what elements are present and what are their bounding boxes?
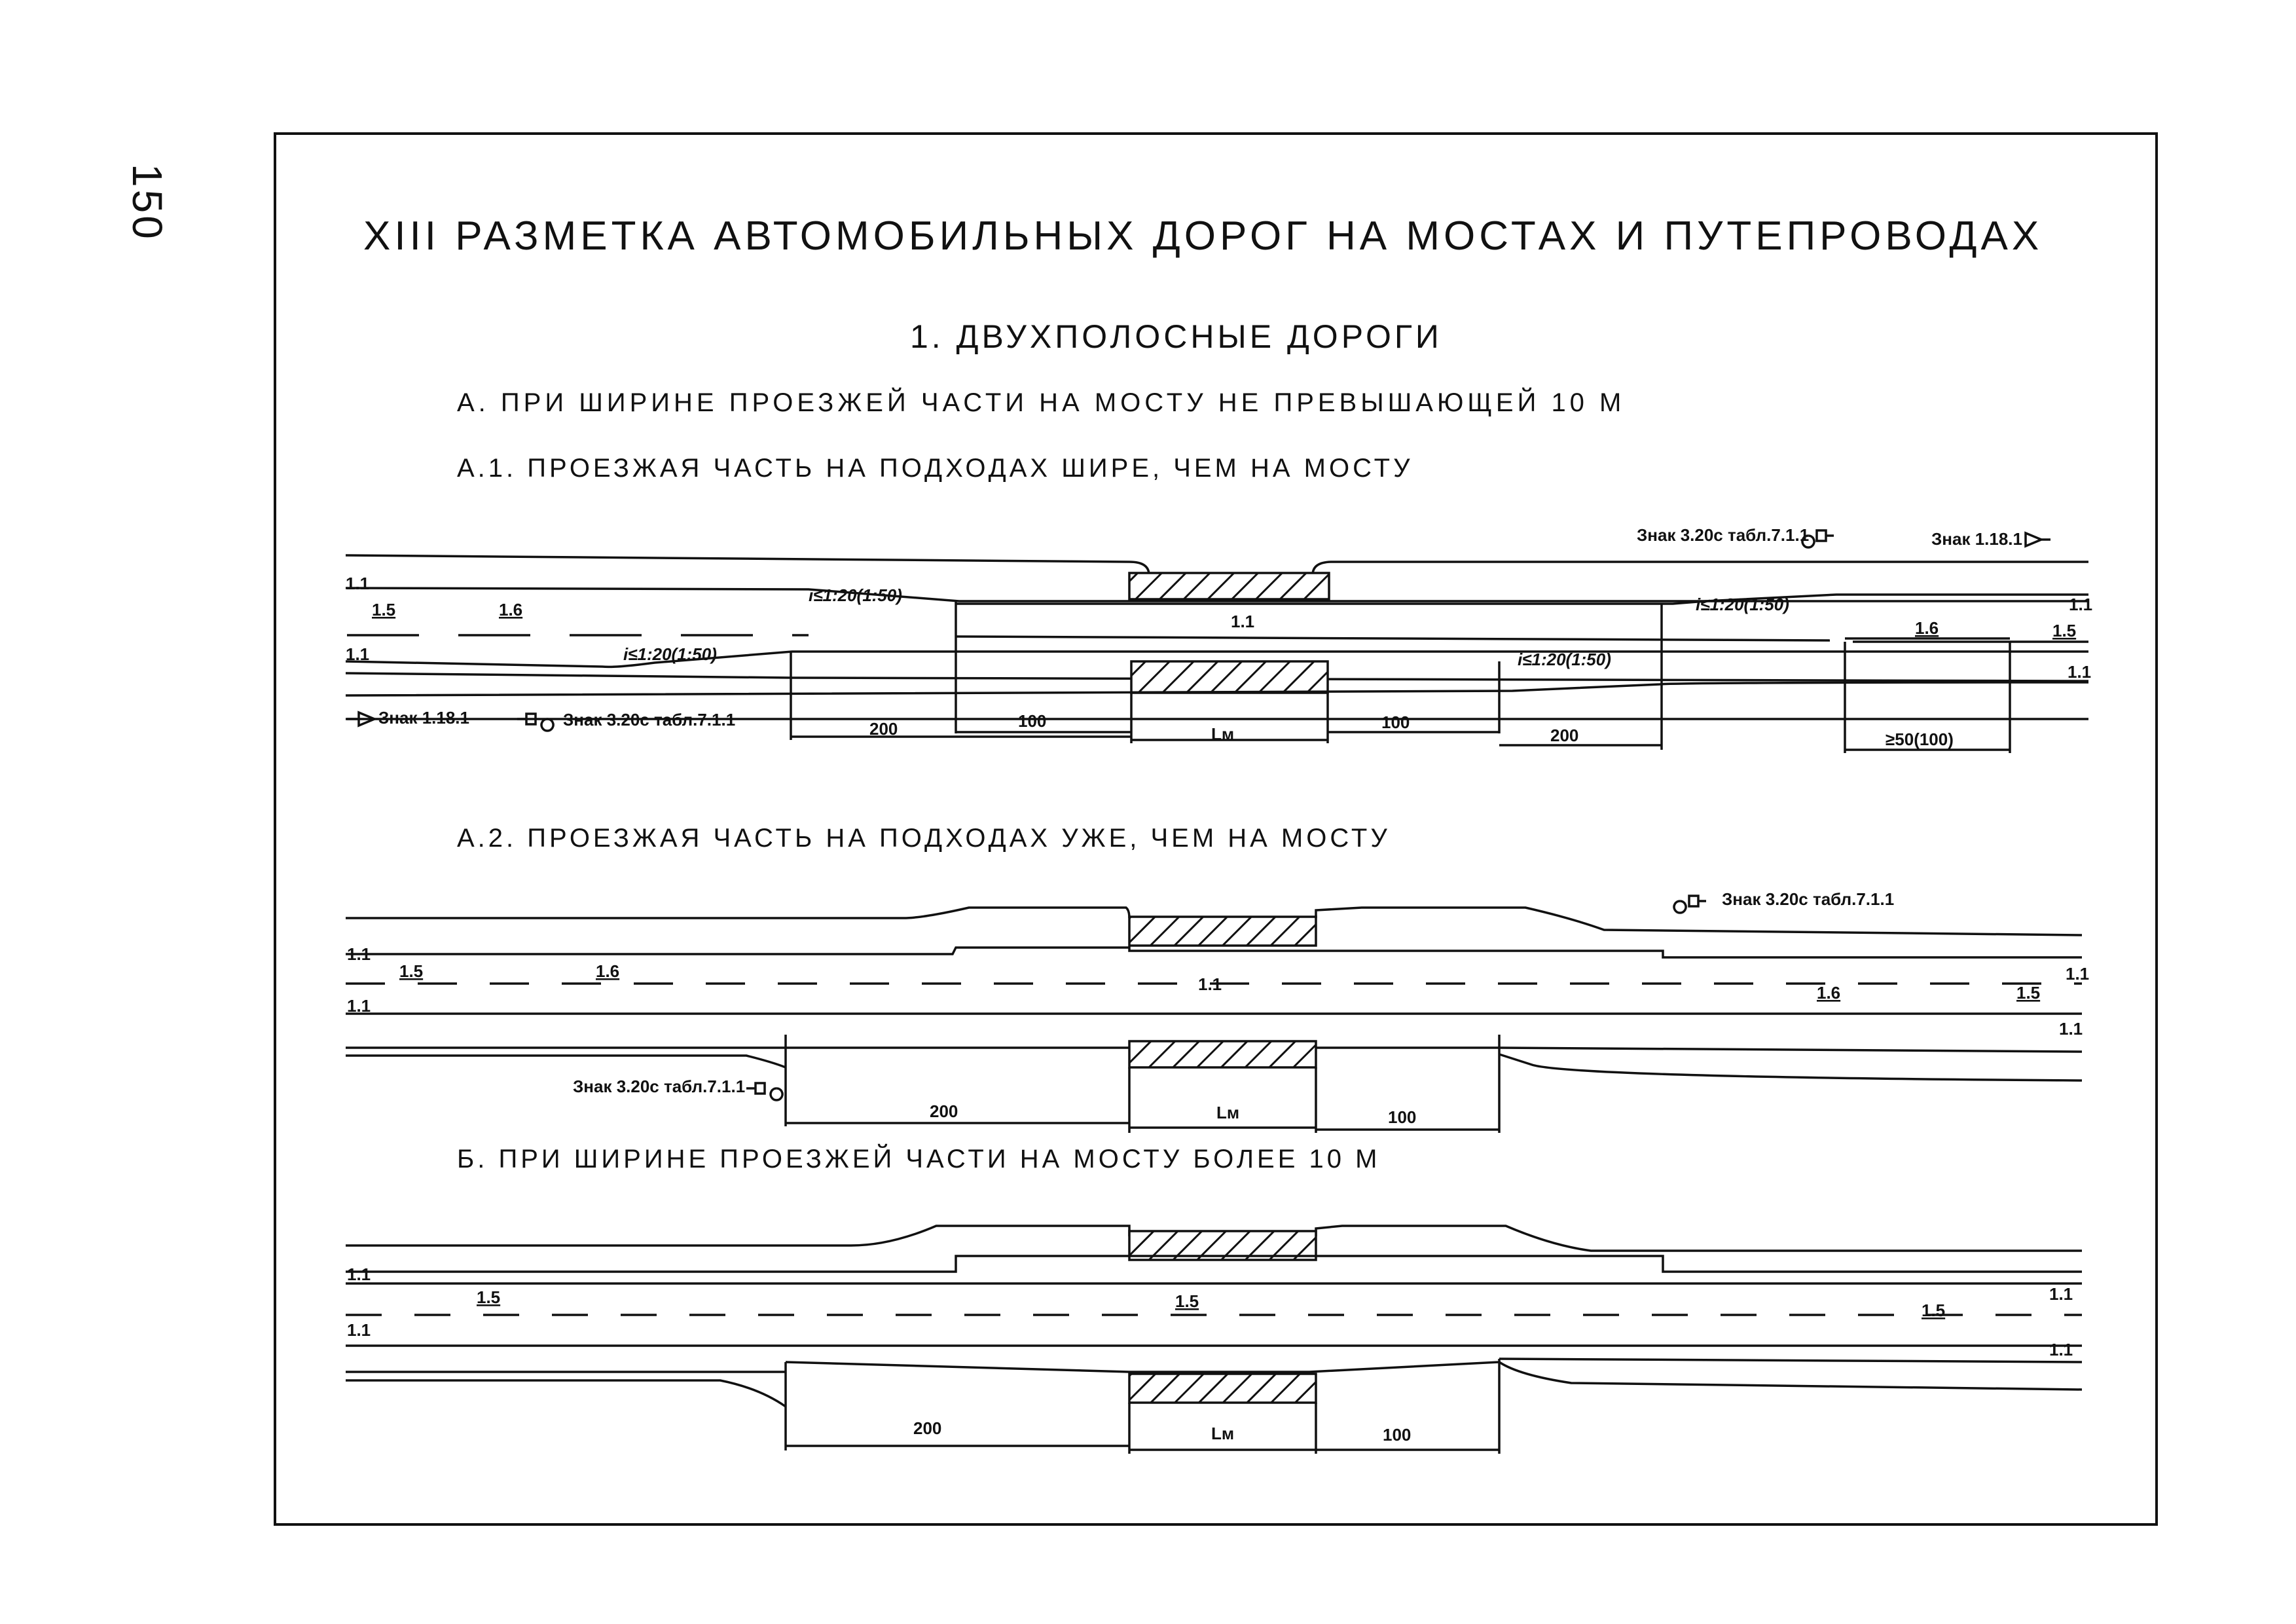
section-heading: 1. ДВУХПОЛОСНЫЕ ДОРОГИ (910, 318, 1442, 355)
plate-sign-icon (1817, 530, 1834, 541)
dimension-200: 200 (1550, 726, 1579, 745)
label-1-6: 1.6 (596, 961, 620, 981)
label-1-1: 1.1 (2059, 1019, 2083, 1039)
case-a2-heading: А.2. ПРОЕЗЖАЯ ЧАСТЬ НА ПОДХОДАХ УЖЕ, ЧЕМ НА МОСТУ (457, 824, 1391, 853)
slope-label: i≤1:20(1:50) (809, 585, 902, 605)
label-1-1: 1.1 (346, 644, 370, 664)
sign-3-20-label: Знак 3.20с табл.7.1.1 (573, 1077, 746, 1096)
page-number: 150 (124, 164, 171, 242)
label-1-1: 1.1 (1198, 974, 1222, 994)
label-1-6: 1.6 (1817, 983, 1841, 1003)
slope-label: i≤1:20(1:50) (623, 644, 717, 664)
label-1-1: 1.1 (347, 1264, 371, 1284)
bridge-deck-bottom (1131, 661, 1328, 693)
label-1-1: 1.1 (2066, 964, 2090, 984)
dimension-100: 100 (1383, 1425, 1412, 1445)
label-1-5: 1.5 (2016, 983, 2041, 1003)
dimension-200: 200 (913, 1418, 942, 1438)
page-title: XIII РАЗМЕТКА АВТОМОБИЛЬНЫХ ДОРОГ НА МОСТАХ И ПУТЕПРОВОДАХ (363, 213, 2043, 259)
dimension-50: ≥50(100) (1886, 729, 1954, 749)
diagram-b (346, 1226, 2082, 1454)
label-1-1: 1.1 (2049, 1284, 2073, 1304)
label-1-1: 1.1 (347, 996, 371, 1016)
plate-sign-icon (517, 714, 553, 731)
diagram-a2 (346, 908, 2082, 1133)
case-a1-heading: А.1. ПРОЕЗЖАЯ ЧАСТЬ НА ПОДХОДАХ ШИРЕ, ЧЕМ НА МОСТУ (457, 454, 1413, 483)
label-1-1: 1.1 (346, 574, 370, 593)
label-1-1: 1.1 (347, 1320, 371, 1340)
dimension-lm: Lм (1211, 1424, 1235, 1443)
dimension-lm: Lм (1216, 1103, 1240, 1122)
label-1-1: 1.1 (2068, 662, 2092, 682)
sign-3-20-label: Знак 3.20с табл.7.1.1 (1722, 889, 1895, 909)
plate-sign-icon (1674, 896, 1706, 913)
bridge-deck-top (1129, 573, 1329, 599)
label-1-1: 1.1 (2049, 1340, 2073, 1359)
label-1-5: 1.5 (2052, 621, 2077, 640)
dimension-lm: Lм (1211, 724, 1235, 744)
dimension-100: 100 (1388, 1107, 1417, 1127)
label-1-5: 1.5 (399, 961, 424, 981)
plate-sign-icon (746, 1083, 782, 1100)
label-1-5: 1.5 (477, 1287, 501, 1307)
slope-label: i≤1:20(1:50) (1696, 595, 1789, 614)
dimension-100: 100 (1018, 711, 1047, 731)
bridge-deck-bottom (1129, 1041, 1316, 1067)
label-1-1: 1.1 (347, 944, 371, 964)
label-1-6: 1.6 (1915, 618, 1939, 638)
sign-1-18-label: Знак 1.18.1 (1931, 529, 2022, 549)
sign-3-20-label: Знак 3.20с табл.7.1.1 (563, 710, 736, 729)
triangle-sign-icon (2026, 533, 2050, 546)
sign-3-20-label: Знак 3.20с табл.7.1.1 (1637, 525, 1810, 545)
bridge-deck-bottom (1129, 1374, 1316, 1403)
label-1-1: 1.1 (1231, 612, 1255, 631)
case-a-heading: А. ПРИ ШИРИНЕ ПРОЕЗЖЕЙ ЧАСТИ НА МОСТУ НЕ ПРЕВЫШАЮЩЕЙ 10 М (457, 388, 1626, 417)
label-1-5: 1.5 (1922, 1301, 1946, 1320)
label-1-5: 1.5 (372, 600, 396, 619)
dimension-200: 200 (930, 1101, 958, 1121)
label-1-1: 1.1 (2069, 595, 2093, 614)
case-b-heading: Б. ПРИ ШИРИНЕ ПРОЕЗЖЕЙ ЧАСТИ НА МОСТУ БОЛЕЕ 10 М (457, 1145, 1381, 1173)
bridge-deck-top (1129, 917, 1316, 946)
sign-1-18-label: Знак 1.18.1 (378, 708, 469, 728)
label-1-6: 1.6 (499, 600, 523, 619)
label-1-5: 1.5 (1175, 1291, 1199, 1311)
dimension-200: 200 (869, 719, 898, 739)
slope-label: i≤1:20(1:50) (1518, 650, 1611, 669)
dimension-100: 100 (1381, 712, 1410, 732)
